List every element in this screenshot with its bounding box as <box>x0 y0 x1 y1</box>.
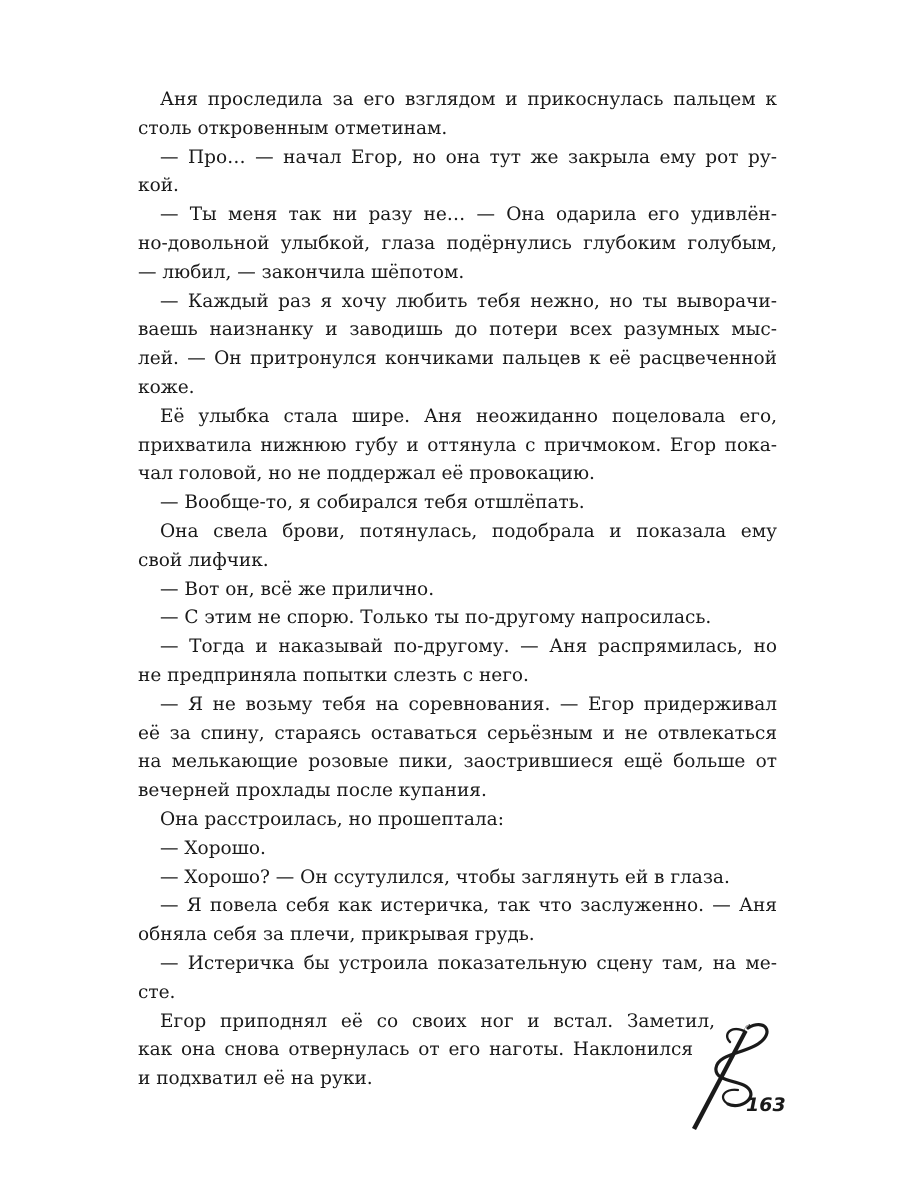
paragraph-first-line: — Вообще-то, я собирался тебя отшлёпать. <box>160 492 585 514</box>
paragraph-line: не предприняла попытки слезть с него. <box>138 664 529 686</box>
paragraph-line: обняла себя за плечи, прикрывая грудь. <box>138 924 535 946</box>
paragraph-first-line: Её улыбка стала шире. Аня неожиданно поцеловала его, <box>160 405 777 427</box>
body-text <box>138 86 777 1094</box>
paragraph-line: как она снова отвернулась от его наготы. Наклонился <box>138 1039 693 1061</box>
paragraph-line: чал головой, но не поддержал её провокацию. <box>138 463 595 485</box>
paragraph-line: свой лифчик. <box>138 549 269 571</box>
paragraph-first-line: — Каждый раз я хочу любить тебя нежно, но ты выворачи- <box>160 290 777 312</box>
paragraph-line: её за спину, стараясь оставаться серьёзным и не отвлекаться <box>138 722 777 744</box>
paragraph-line: но-довольной улыбкой, глаза подёрнулись глубоким голубым, <box>138 232 777 254</box>
paragraph-first-line: Она свела брови, потянулась, подобрала и показала ему <box>160 520 777 542</box>
paragraph-first-line: Егор приподнял её со своих ног и встал. Заметил, <box>160 1010 715 1032</box>
paragraph-first-line: — Про… — начал Егор, но она тут же закрыла ему рот ру- <box>160 146 777 168</box>
paragraph-line: — любил, — закончила шёпотом. <box>138 261 465 283</box>
paragraph-first-line: — Я повела себя как истеричка, так что заслуженно. — Аня <box>160 895 777 917</box>
paragraph-line: коже. <box>138 376 195 398</box>
paragraph-line: вечерней прохлады после купания. <box>138 780 487 802</box>
paragraph-line: лей. — Он притронулся кончиками пальцев к её расцвеченной <box>138 348 777 370</box>
paragraph-line: кой. <box>138 175 179 197</box>
paragraph-line: и подхватил её на руки. <box>138 1068 373 1090</box>
paragraph-line: на мелькающие розовые пики, заострившиеся ещё больше от <box>138 751 777 773</box>
paragraph-line: столь откровенным отметинам. <box>138 117 448 139</box>
paragraph-first-line: — Ты меня так ни разу не… — Она одарила его удивлён- <box>160 204 777 226</box>
paragraph-line: ваешь наизнанку и заводишь до потери всех разумных мыс- <box>138 319 777 341</box>
paragraph-line: прихватила нижнюю губу и оттянула с причмоком. Егор пока- <box>138 434 777 456</box>
paragraph-first-line: — Я не возьму тебя на соревнования. — Егор придерживал <box>160 693 777 715</box>
paragraph-line: сте. <box>138 981 176 1003</box>
paragraph-first-line: — С этим не спорю. Только ты по-другому напросилась. <box>160 607 712 629</box>
paragraph-first-line: Аня проследила за его взглядом и прикоснулась пальцем к <box>160 89 777 110</box>
paragraph-first-line: — Тогда и наказывай по-другому. — Аня распрямилась, но <box>160 636 777 658</box>
paragraph-first-line: — Хорошо. <box>160 837 266 859</box>
paragraph-first-line: — Вот он, всё же прилично. <box>160 578 435 600</box>
paragraph-first-line: — Хорошо? — Он ссутулился, чтобы заглянуть ей в глаза. <box>160 866 730 888</box>
paragraph-first-line: Она расстроилась, но прошептала: <box>160 808 504 830</box>
page-number: 163 <box>746 1094 786 1116</box>
paragraph-first-line: — Истеричка бы устроила показательную сцену там, на ме- <box>160 952 777 974</box>
